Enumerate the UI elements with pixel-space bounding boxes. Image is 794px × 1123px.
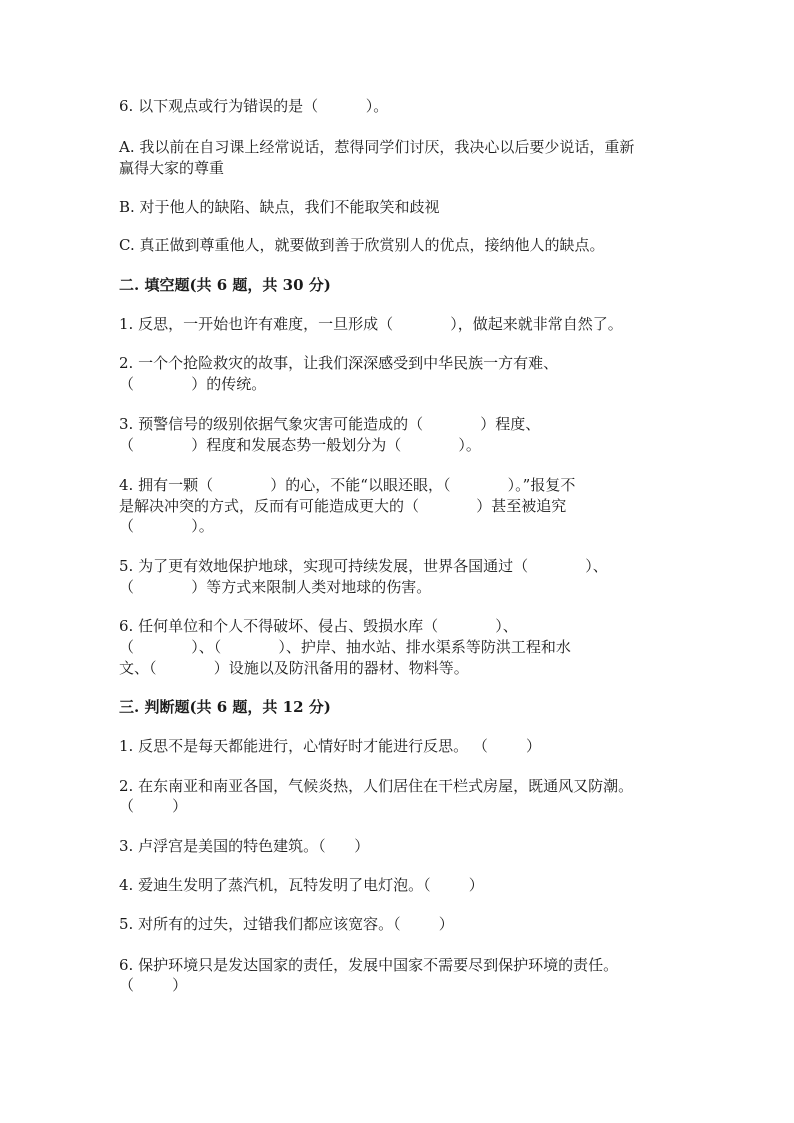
fill-question-2-line-2: （ ）的传统。 [119, 375, 267, 393]
fill-question-4-line-1: 4. 拥有一颗（ ）的心，不能“以眼还眼，（ ）。”报复不 [119, 476, 576, 494]
option-a-line-1: A. 我以前在自习课上经常说话，惹得同学们讨厌，我决心以后要少说话，重新 [119, 138, 635, 156]
judge-question-6-line-2: （ ） [119, 976, 188, 994]
fill-question-3-line-2: （ ）程度和发展态势一般划分为（ ）。 [119, 436, 481, 454]
fill-question-4-line-3: （ ）。 [119, 517, 214, 535]
fill-question-2-line-1: 2. 一个个抢险救灾的故事，让我们深深感受到中华民族一方有难、 [119, 354, 559, 372]
fill-question-3-line-1: 3. 预警信号的级别依据气象灾害可能造成的（ ）程度、 [119, 415, 541, 433]
judge-question-2-line-2: （ ） [119, 797, 188, 815]
section-heading-true-false: 三. 判断题(共 6 题，共 12 分) [119, 698, 331, 716]
option-b: B. 对于他人的缺陷、缺点，我们不能取笑和歧视 [119, 198, 440, 216]
fill-question-1: 1. 反思，一开始也许有难度，一旦形成（ ），做起来就非常自然了。 [119, 315, 623, 333]
section-heading-fill-in: 二. 填空题(共 6 题，共 30 分) [119, 276, 331, 294]
option-c: C. 真正做到尊重他人，就要做到善于欣赏别人的优点，接纳他人的缺点。 [119, 236, 605, 254]
judge-question-6-line-1: 6. 保护环境只是发达国家的责任，发展中国家不需要尽到保护环境的责任。 [119, 956, 619, 974]
fill-question-6-line-3: 文、（ ）设施以及防汛备用的器材、物料等。 [119, 659, 469, 677]
fill-question-4-line-2: 是解决冲突的方式，反而有可能造成更大的（ ）甚至被追究 [119, 497, 567, 515]
fill-question-5-line-1: 5. 为了更有效地保护地球，实现可持续发展，世界各国通过（ ）、 [119, 557, 608, 575]
fill-question-5-line-2: （ ）等方式来限制人类对地球的伤害。 [119, 578, 432, 596]
question-mc-6-stem: 6. 以下观点或行为错误的是（ ）。 [119, 97, 389, 115]
option-a-line-2: 赢得大家的尊重 [119, 159, 225, 177]
judge-question-4: 4. 爱迪生发明了蒸汽机，瓦特发明了电灯泡。（ ） [119, 876, 484, 894]
judge-question-3: 3. 卢浮宫是美国的特色建筑。（ ） [119, 837, 370, 855]
fill-question-6-line-2: （ ）、（ ）、护岸、抽水站、排水渠系等防洪工程和水 [119, 638, 571, 656]
judge-question-2-line-1: 2. 在东南亚和南亚各国，气候炎热，人们居住在干栏式房屋，既通风又防潮。 [119, 777, 634, 795]
judge-question-5: 5. 对所有的过失，过错我们都应该宽容。（ ） [119, 915, 454, 933]
judge-question-1: 1. 反思不是每天都能进行，心情好时才能进行反思。 （ ） [119, 737, 541, 755]
fill-question-6-line-1: 6. 任何单位和个人不得破坏、侵占、毁损水库（ ）、 [119, 617, 518, 635]
